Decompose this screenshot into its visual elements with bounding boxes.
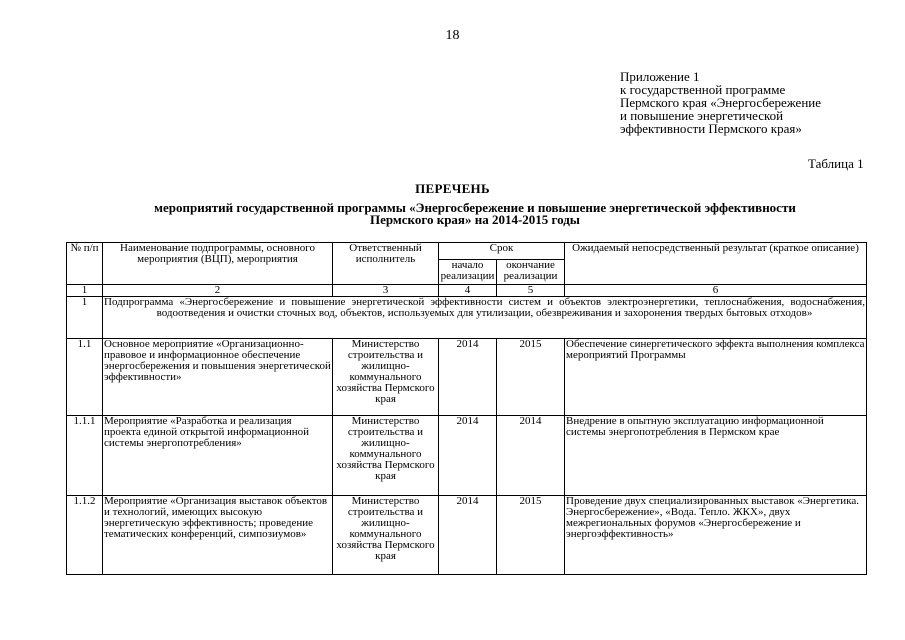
row-result: Обеспечение синергетического эффекта выполнения комплекса мероприятий Программы — [565, 339, 867, 416]
row-end: 2015 — [497, 496, 565, 575]
row-start: 2014 — [439, 339, 497, 416]
document-title: ПЕРЕЧЕНЬ — [415, 181, 490, 196]
header-name: Наименование подпрограммы, основного мероприятия (ВЦП), мероприятия — [103, 243, 333, 285]
subprogram-num: 1 — [67, 297, 103, 339]
appendix-note — [620, 70, 821, 135]
table-row — [67, 416, 867, 496]
header-result: Ожидаемый непосредственный результат (краткое описание) — [565, 243, 867, 285]
table-row — [67, 339, 867, 416]
document-subtitle — [100, 202, 850, 226]
header-executor: Ответственный исполнитель — [333, 243, 439, 285]
row-result: Проведение двух специализированных выставок «Энергетика. Энергосбережение», «Вода. Тепло. ЖКХ», двух межрегиональных форумов «Энергосбережение и энергоэффективность» — [565, 496, 867, 575]
row-name: Мероприятие «Разработка и реализация проекта единой открытой информационной системы энергопотребления» — [103, 416, 333, 496]
row-name: Мероприятие «Организация выставок объектов и технологий, имеющих высокую энергетическую эффективность; проведение тематических конференций, симпозиумов» — [103, 496, 333, 575]
appendix-line: Пермского края «Энергосбережение — [620, 95, 822, 110]
table-row — [67, 496, 867, 575]
row-result: Внедрение в опытную эксплуатацию информационной системы энергопотребления в Пермском крае — [565, 416, 867, 496]
column-numbers-row — [67, 285, 867, 297]
row-start: 2014 — [439, 416, 497, 496]
col-number: 2 — [103, 285, 333, 297]
measures-table — [66, 242, 867, 575]
col-number: 4 — [439, 285, 497, 297]
row-num: 1.1.2 — [67, 496, 103, 575]
col-number: 5 — [497, 285, 565, 297]
row-name: Основное мероприятие «Организационно-правовое и информационное обеспечение энергосбережения и повышения энергетической эффективности» — [103, 339, 333, 416]
header-end: окончание реализации — [497, 260, 565, 285]
row-executor: Министерство строительства и жилищно-коммунального хозяйства Пермского края — [333, 339, 439, 416]
col-number: 1 — [67, 285, 103, 297]
row-executor: Министерство строительства и жилищно-коммунального хозяйства Пермского края — [333, 416, 439, 496]
header-num: № п/п — [67, 243, 103, 285]
row-start: 2014 — [439, 496, 497, 575]
row-num: 1.1.1 — [67, 416, 103, 496]
appendix-line: и повышение энергетической — [620, 108, 784, 123]
header-row — [67, 243, 867, 260]
table-label: Таблица 1 — [808, 156, 864, 171]
subtitle-line: Пермского края» на 2014-2015 годы — [370, 212, 580, 227]
subprogram-row — [67, 297, 867, 339]
page-number: 18 — [445, 28, 460, 43]
row-executor: Министерство строительства и жилищно-коммунального хозяйства Пермского края — [333, 496, 439, 575]
header-start: начало реализации — [439, 260, 497, 285]
subprogram-text: Подпрограмма «Энергосбережение и повышение энергетической эффективности систем и объектов электроэнергетики, теплоснабжения, водоснабжения, водоотведения и очистки сточных вод, объектов, используемых для утилизации, обезвреживания и захоронения твердых бытовых отходов» — [103, 297, 867, 339]
header-term: Срок — [439, 243, 565, 260]
subtitle-line: мероприятий государственной программы «Энергосбережение и повышение энергетической эффективности — [154, 200, 796, 215]
row-num: 1.1 — [67, 339, 103, 416]
row-end: 2015 — [497, 339, 565, 416]
row-end: 2014 — [497, 416, 565, 496]
col-number: 6 — [565, 285, 867, 297]
appendix-line: к государственной программе — [620, 82, 786, 97]
appendix-line: Приложение 1 — [620, 69, 700, 84]
col-number: 3 — [333, 285, 439, 297]
appendix-line: эффективности Пермского края» — [620, 121, 802, 136]
